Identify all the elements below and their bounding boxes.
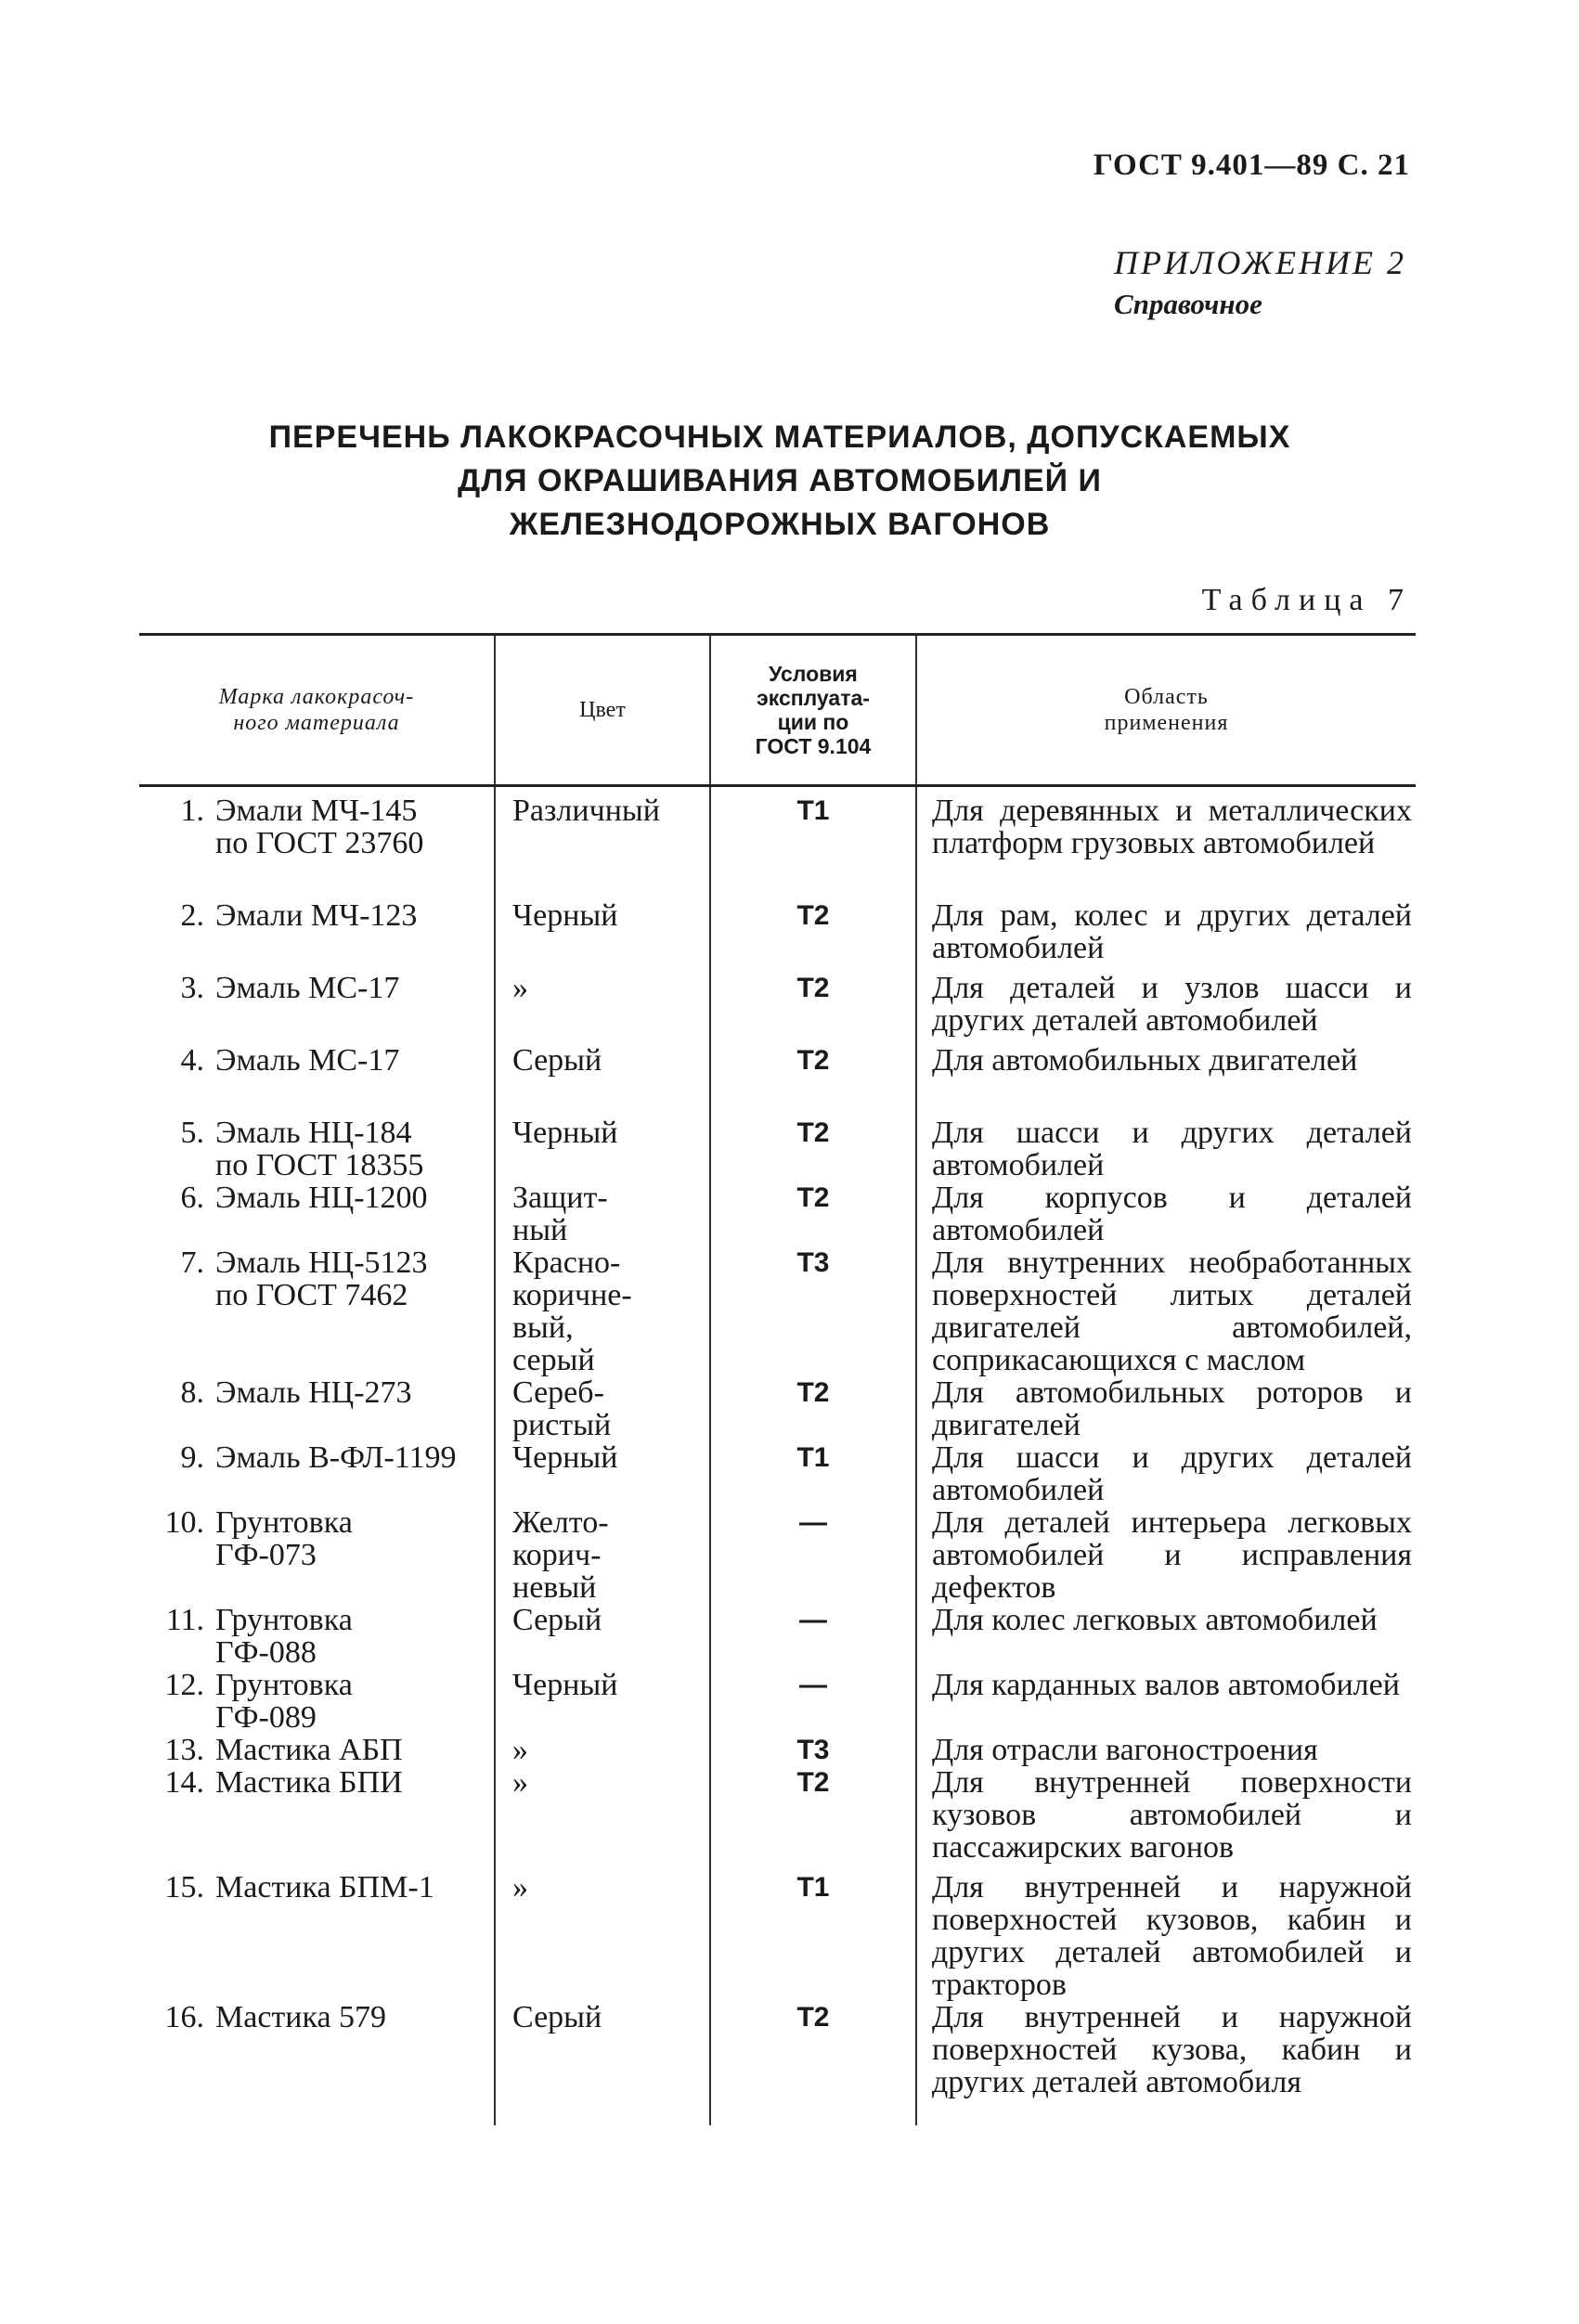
row-number: 10. bbox=[164, 1505, 204, 1540]
cell-area: Для карданных валов автомобилей bbox=[932, 1668, 1400, 1702]
column-material bbox=[139, 787, 494, 2125]
material-name: Эмаль МС-17 bbox=[215, 1043, 400, 1078]
title-line-3: ЖЕЛЕЗНОДОРОЖНЫХ ВАГОНОВ bbox=[509, 507, 1051, 542]
header-conditions bbox=[709, 636, 915, 784]
cell-area: Для корпусов и деталей автомобилей bbox=[932, 1181, 1412, 1247]
material-name: Грунтовка ГФ-073 bbox=[215, 1505, 353, 1572]
cell-material bbox=[139, 1506, 494, 1604]
row-number: 12. bbox=[164, 1668, 204, 1702]
cell-material bbox=[139, 1181, 494, 1246]
cell-conditions: Т2 bbox=[796, 1117, 830, 1148]
table-header-row bbox=[139, 636, 1416, 787]
header-area bbox=[915, 636, 1416, 784]
cell-area: Для деталей и узлов шасси и других деталей автомобилей bbox=[932, 971, 1412, 1038]
cell-material bbox=[139, 1246, 494, 1376]
document-title bbox=[139, 416, 1420, 547]
material-name: Мастика 579 bbox=[215, 2000, 387, 2034]
cell-area: Для шасси и других деталей автомобилей bbox=[932, 1440, 1412, 1507]
material-name: Мастика БПМ-1 bbox=[215, 1870, 434, 1904]
cell-area: Для шасси и других деталей автомобилей bbox=[932, 1116, 1412, 1182]
header-area-text: Область применения bbox=[1104, 685, 1229, 735]
row-number: 15. bbox=[164, 1870, 204, 1904]
cell-conditions: Т1 bbox=[796, 1442, 830, 1473]
header-material bbox=[139, 636, 494, 784]
material-name: Мастика АБП bbox=[215, 1733, 403, 1767]
row-number: 11. bbox=[165, 1603, 204, 1637]
cell-conditions: Т2 bbox=[796, 900, 830, 931]
column-color bbox=[494, 787, 709, 2125]
cell-color: Черный bbox=[512, 898, 618, 933]
cell-material bbox=[139, 2001, 494, 2098]
appendix-block bbox=[1114, 243, 1406, 321]
materials-table bbox=[139, 633, 1416, 2125]
cell-area: Для автомобильных роторов и двигателей bbox=[932, 1375, 1412, 1442]
cell-material bbox=[139, 1604, 494, 1669]
cell-area: Для внутренней и наружной поверхностей кузовов, кабин и других деталей автомобилей и тракторов bbox=[932, 1870, 1412, 2002]
cell-area: Для внутренней и наружной поверхностей кузова, кабин и других деталей автомобиля bbox=[932, 2000, 1412, 2099]
cell-area: Для деталей интерьера легковых автомобилей и исправления дефектов bbox=[932, 1505, 1412, 1605]
cell-color: Черный bbox=[512, 1440, 618, 1475]
cell-color: » bbox=[512, 1733, 528, 1767]
material-name: Грунтовка ГФ-088 bbox=[215, 1603, 353, 1670]
table-caption: Таблица 7 bbox=[1201, 583, 1412, 617]
row-number: 16. bbox=[164, 2000, 204, 2034]
material-name: Грунтовка ГФ-089 bbox=[215, 1668, 353, 1735]
cell-color: » bbox=[512, 971, 528, 1005]
row-number: 3. bbox=[180, 971, 204, 1005]
material-name: Эмаль НЦ-5123 по ГОСТ 7462 bbox=[215, 1246, 428, 1312]
row-number: 9. bbox=[180, 1440, 204, 1475]
cell-material bbox=[139, 1871, 494, 2001]
cell-color: » bbox=[512, 1765, 528, 1800]
cell-color: Сереб- ристый bbox=[512, 1375, 612, 1442]
table-body bbox=[139, 787, 1416, 2125]
cell-color: Серый bbox=[512, 2000, 602, 2034]
cell-conditions: Т2 bbox=[796, 2002, 830, 2033]
material-name: Эмаль В-ФЛ-1199 bbox=[215, 1440, 457, 1475]
row-number: 6. bbox=[180, 1181, 204, 1215]
row-number: 1. bbox=[180, 794, 204, 828]
cell-area: Для автомобильных двигателей bbox=[932, 1043, 1358, 1078]
cell-material bbox=[139, 794, 494, 892]
cell-area: Для внутренних необработанных поверхностей литых деталей двигателей автомобилей, соприкасающихся с маслом bbox=[932, 1246, 1412, 1377]
cell-conditions: Т3 bbox=[796, 1247, 830, 1278]
cell-area: Для рам, колес и других деталей автомобилей bbox=[932, 898, 1412, 965]
cell-color: Серый bbox=[512, 1043, 602, 1078]
cell-area: Для внутренней поверхности кузовов автомобилей и пассажирских вагонов bbox=[932, 1765, 1412, 1865]
cell-conditions: Т2 bbox=[796, 1045, 830, 1076]
cell-color: Защит- ный bbox=[512, 1181, 608, 1247]
appendix-title: ПРИЛОЖЕНИЕ 2 bbox=[1114, 244, 1406, 281]
cell-conditions: Т2 bbox=[796, 1182, 830, 1213]
cell-material bbox=[139, 1117, 494, 1181]
row-number: 14. bbox=[164, 1765, 204, 1800]
material-name: Эмали МЧ-145 по ГОСТ 23760 bbox=[215, 794, 424, 860]
cell-color: Желто- корич- невый bbox=[512, 1505, 609, 1605]
row-number: 8. bbox=[180, 1375, 204, 1410]
header-conditions-text: Условия эксплуата- ции по ГОСТ 9.104 bbox=[755, 662, 872, 758]
cell-material bbox=[139, 1669, 494, 1734]
appendix-subtitle: Справочное bbox=[1114, 288, 1262, 320]
cell-color: » bbox=[512, 1870, 528, 1904]
cell-area: Для деревянных и металлических платформ грузовых автомобилей bbox=[932, 794, 1412, 860]
header-color bbox=[494, 636, 709, 784]
cell-conditions: Т1 bbox=[796, 1872, 830, 1903]
cell-color: Черный bbox=[512, 1116, 618, 1150]
material-name: Эмаль МС-17 bbox=[215, 971, 400, 1005]
cell-conditions: — bbox=[799, 1605, 827, 1635]
row-number: 13. bbox=[164, 1733, 204, 1767]
cell-material bbox=[139, 1044, 494, 1109]
cell-conditions: Т2 bbox=[796, 1377, 830, 1408]
cell-conditions: Т2 bbox=[796, 973, 830, 1003]
cell-material bbox=[139, 1766, 494, 1864]
cell-material bbox=[139, 1441, 494, 1506]
cell-conditions: Т3 bbox=[796, 1735, 830, 1765]
cell-color: Черный bbox=[512, 1668, 618, 1702]
cell-area: Для отрасли вагоностроения bbox=[932, 1733, 1318, 1767]
cell-conditions: — bbox=[799, 1670, 827, 1700]
material-name: Эмали МЧ-123 bbox=[215, 898, 418, 933]
cell-material bbox=[139, 899, 494, 964]
row-number: 5. bbox=[180, 1116, 204, 1150]
cell-material bbox=[139, 1734, 494, 1766]
cell-color: Различный bbox=[512, 794, 660, 828]
cell-conditions: Т2 bbox=[796, 1767, 830, 1798]
cell-material bbox=[139, 1376, 494, 1441]
cell-color: Серый bbox=[512, 1603, 602, 1637]
column-conditions bbox=[709, 787, 915, 2125]
cell-color: Красно- коричне- вый, серый bbox=[512, 1246, 632, 1377]
cell-material bbox=[139, 972, 494, 1037]
column-area bbox=[915, 787, 1416, 2125]
page-header-ref: ГОСТ 9.401—89 С. 21 bbox=[1093, 148, 1410, 182]
cell-conditions: — bbox=[799, 1507, 827, 1538]
header-color-text: Цвет bbox=[579, 697, 626, 722]
row-number: 4. bbox=[180, 1043, 204, 1078]
header-material-text: Марка лакокрасоч- ного материала bbox=[218, 685, 415, 735]
cell-area: Для колес легковых автомобилей bbox=[932, 1603, 1378, 1637]
material-name: Мастика БПИ bbox=[215, 1765, 403, 1800]
material-name: Эмаль НЦ-273 bbox=[215, 1375, 412, 1410]
row-number: 2. bbox=[180, 898, 204, 933]
title-line-2: ДЛЯ ОКРАШИВАНИЯ АВТОМОБИЛЕЙ И bbox=[458, 463, 1102, 498]
material-name: Эмаль НЦ-1200 bbox=[215, 1181, 428, 1215]
row-number: 7. bbox=[180, 1246, 204, 1280]
material-name: Эмаль НЦ-184 по ГОСТ 18355 bbox=[215, 1116, 424, 1182]
cell-conditions: Т1 bbox=[796, 795, 830, 826]
title-line-1: ПЕРЕЧЕНЬ ЛАКОКРАСОЧНЫХ МАТЕРИАЛОВ, ДОПУСКАЕМЫХ bbox=[268, 420, 1291, 455]
